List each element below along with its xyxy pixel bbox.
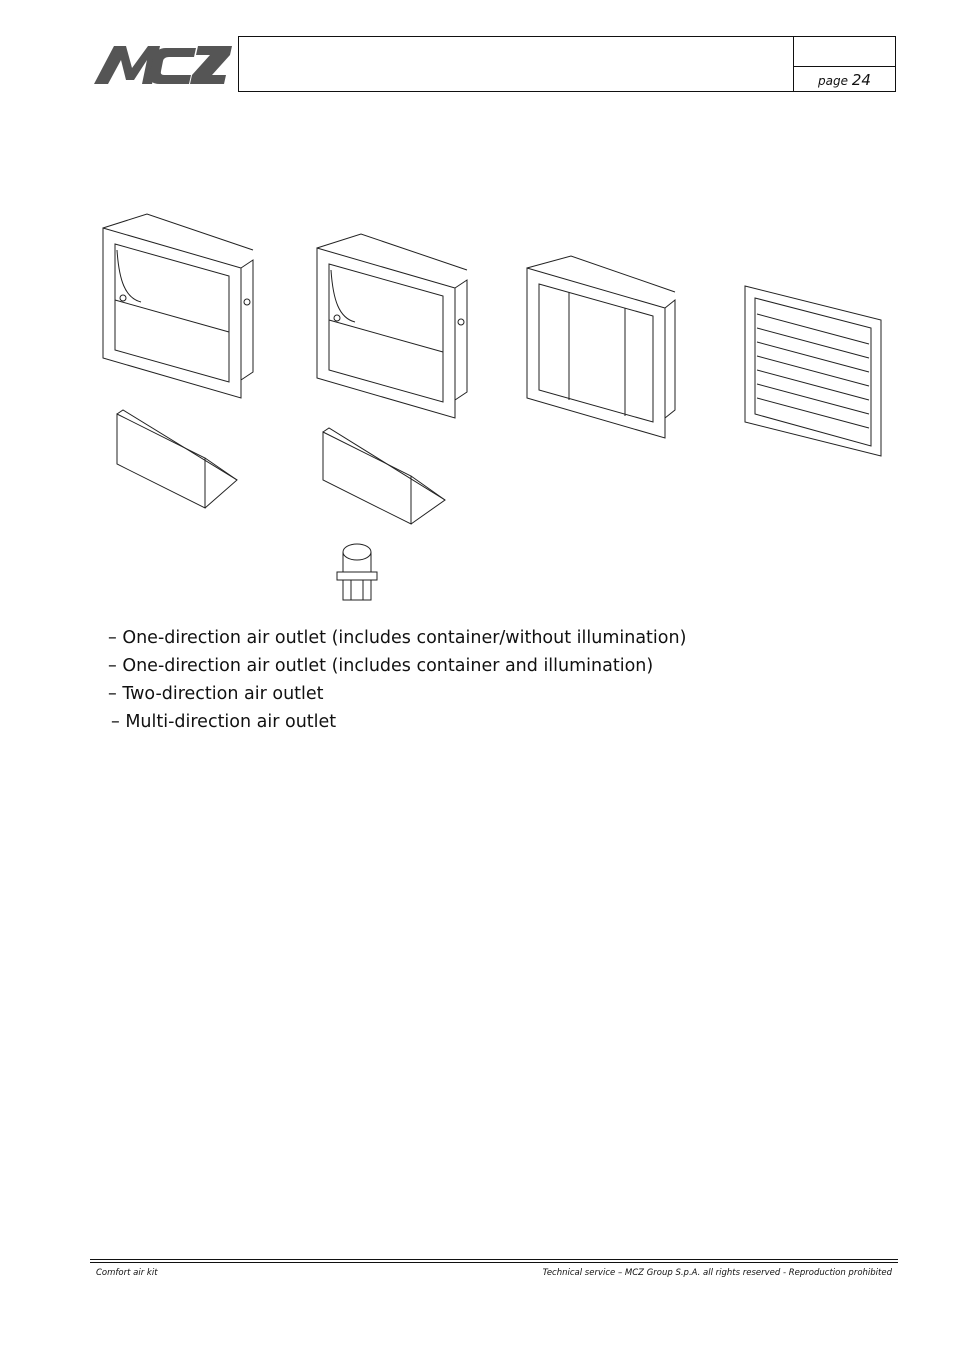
header-box: [238, 36, 896, 92]
page-cell-divider: [794, 66, 895, 67]
list-item: – Multi-direction air outlet: [111, 712, 337, 732]
outlet-one-direction-no-light-cover: [117, 410, 237, 508]
page-prefix: page: [818, 74, 848, 88]
footer-document-title: Comfort air kit: [96, 1268, 158, 1278]
outlet-multi-direction: [745, 286, 881, 456]
mcz-logo: [92, 42, 232, 86]
page-cell: [793, 37, 895, 91]
footer-copyright: Technical service – MCZ Group S.p.A. all rights reserved - Reproduction prohibited: [542, 1268, 892, 1278]
list-item: – One-direction air outlet (includes container/without illumination): [108, 628, 687, 648]
footer-rule: [90, 1259, 898, 1260]
list-item: – One-direction air outlet (includes container and illumination): [108, 656, 654, 676]
outlet-two-direction: [527, 256, 675, 438]
page-number: 24: [851, 71, 871, 89]
outlet-one-direction-no-light: [103, 214, 253, 398]
footer-rule: [90, 1262, 898, 1263]
list-item: – Two-direction air outlet: [108, 684, 324, 704]
illumination-lamp: [337, 544, 377, 600]
air-outlet-illustrations: [95, 210, 895, 610]
outlet-one-direction-with-light-cover: [323, 428, 445, 524]
page-label: [818, 71, 871, 89]
outlet-list: [108, 624, 686, 736]
outlet-one-direction-with-light: [317, 234, 467, 418]
